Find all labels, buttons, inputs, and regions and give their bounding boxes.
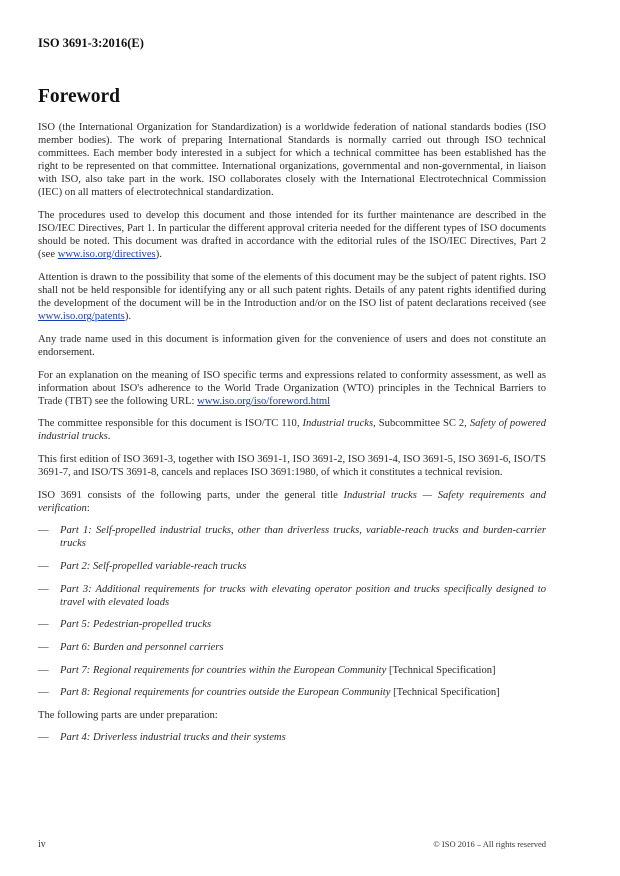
paragraph-text: ). [124, 311, 131, 323]
paragraph-patents [38, 271, 546, 323]
committee-title: Industrial trucks [302, 418, 374, 430]
paragraph-conformity [38, 369, 546, 408]
dash-bullet: — [38, 619, 49, 631]
paragraph-procedures [38, 209, 546, 261]
copyright-notice: © ISO 2016 – All rights reserved [433, 839, 546, 849]
dash-bullet: — [38, 525, 49, 537]
list-item [38, 664, 546, 677]
paragraph-text: The committee responsible for this document is ISO/TC 110, [38, 418, 303, 430]
general-title: Industrial trucks — Safety requirements and verification [38, 489, 546, 514]
paragraph-text: : [86, 502, 90, 514]
list-item [38, 618, 546, 631]
list-item [38, 686, 546, 699]
paragraph-text: ISO 3691 consists of the following parts, under the general title [38, 489, 344, 501]
foreword-link[interactable]: www.iso.org/iso/foreword.html [197, 395, 331, 407]
parts-in-preparation-list [38, 731, 546, 744]
paragraph-parts-intro [38, 489, 546, 515]
page-number: iv [38, 839, 46, 850]
list-item [38, 524, 546, 550]
part-title: Part 2: Self-propelled variable-reach trucks [60, 561, 247, 573]
dash-bullet: — [38, 641, 49, 653]
paragraph-text: The procedures used to develop this document and those intended for its further maintenance are described in the ISO/IEC Directives, Part 1. In particular the different approval criteria needed for the different types of ISO documents should be noted. This document was drafted in accordance with the editorial rules of the ISO/IEC Directives, Part 2 (see [38, 210, 546, 261]
paragraph-text: Attention is drawn to the possibility that some of the elements of this document may be the subject of patent rights. ISO shall not be held responsible for identifying any or all such patent rights. Details of any patent rights identified during the development of the document will be in the Introduction and/or on the ISO list of patent declarations received (see [38, 271, 546, 310]
part-title: Part 4: Driverless industrial trucks and their systems [60, 732, 286, 744]
directives-link[interactable]: www.iso.org/directives [57, 249, 156, 261]
patents-link[interactable]: www.iso.org/patents [38, 311, 125, 323]
paragraph-trade-name: Any trade name used in this document is information given for the convenience of users and does not constitute an endorsement. [38, 333, 546, 358]
list-item [38, 560, 546, 573]
dash-bullet: — [38, 583, 49, 595]
list-item [38, 731, 546, 744]
part-title: Part 7: Regional requirements for countries within the European Community [60, 664, 387, 676]
part-title: Part 8: Regional requirements for countries outside the European Community [60, 687, 391, 699]
dash-bullet: — [38, 732, 49, 744]
part-suffix: [Technical Specification] [386, 664, 496, 676]
paragraph-edition: This first edition of ISO 3691-3, together with ISO 3691-1, ISO 3691-2, ISO 3691-4, ISO 3691-5, ISO 3691-6, ISO/TS 3691-7, and ISO/TS 3691-8, cancels and replaces ISO 3691:1980, of which it constitutes a technical revision. [38, 453, 546, 479]
dash-bullet: — [38, 561, 49, 573]
part-suffix: [Technical Specification] [390, 687, 500, 699]
paragraph-committee [38, 417, 546, 443]
paragraph-text: ). [155, 249, 162, 261]
document-id-header: ISO 3691-3:2016(E) [38, 36, 144, 50]
list-item [38, 641, 546, 654]
foreword-body [38, 121, 546, 754]
part-title: Part 3: Additional requirements for trucks with elevating operator position and trucks specifically designed to travel with elevated loads [60, 583, 546, 608]
part-title: Part 6: Burden and personnel carriers [60, 641, 224, 653]
dash-bullet: — [38, 687, 49, 699]
list-item [38, 583, 546, 609]
paragraph-text: For an explanation on the meaning of ISO specific terms and expressions related to conformity assessment, as well as information about ISO's adherence to the World Trade Organization (WTO) principles in the Technical Barriers to Trade (TBT) see the following URL: [38, 369, 546, 407]
subcommittee-title: Safety of powered industrial trucks [38, 418, 547, 443]
paragraph-iso-intro: ISO (the International Organization for Standardization) is a worldwide federation of national standards bodies (ISO member bodies). The work of preparing International Standards is normally carried out through ISO technical committees. Each member body interested in a subject for which a technical committee has been established has the right to be represented on that committee. International organizations, governmental and non-governmental, in liaison with ISO, also take part in the work. ISO collaborates closely with the International Electrotechnical Commission (IEC) on all matters of electrotechnical standardization. [38, 122, 546, 199]
paragraph-text: . [107, 431, 111, 443]
section-title: Foreword [38, 86, 120, 107]
paragraph-text: , Subcommittee SC 2, [373, 418, 470, 430]
paragraph-in-preparation: The following parts are under preparation: [38, 709, 218, 721]
part-title: Part 5: Pedestrian-propelled trucks [60, 619, 212, 631]
parts-list [38, 524, 546, 699]
dash-bullet: — [38, 664, 49, 676]
part-title: Part 1: Self-propelled industrial trucks, other than driverless trucks, variable-reach trucks and burden-carrier trucks [60, 525, 546, 550]
